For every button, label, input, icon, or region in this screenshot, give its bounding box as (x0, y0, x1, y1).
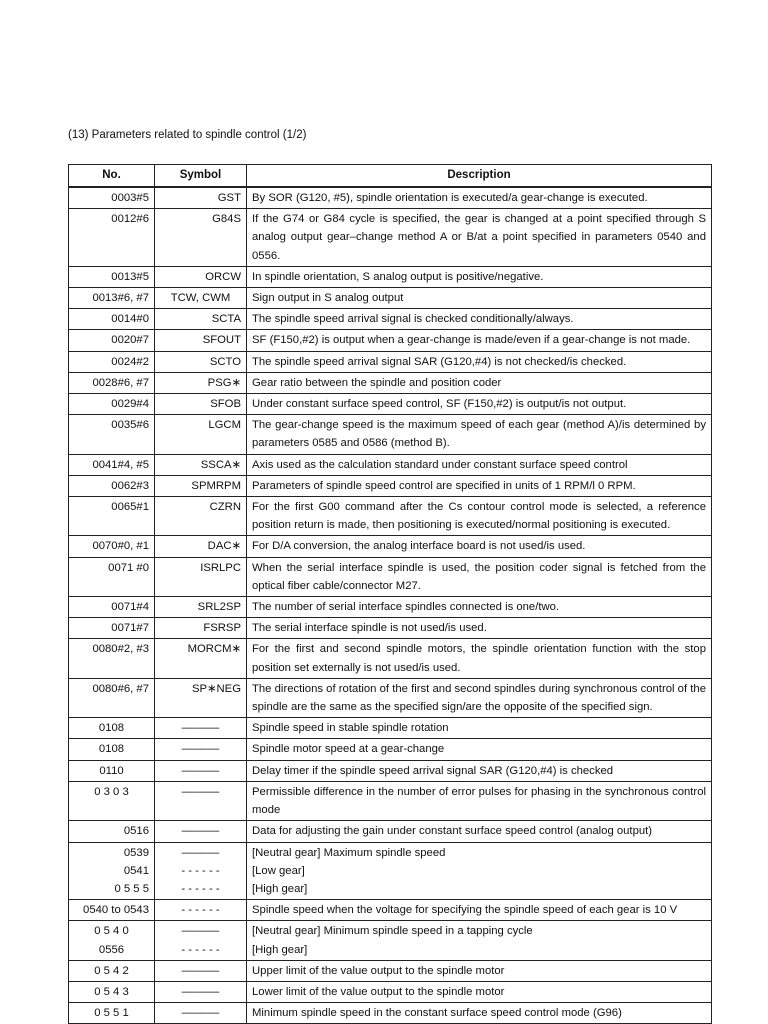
table-row (69, 921, 712, 960)
parameter-description (247, 781, 712, 820)
parameter-number (69, 900, 155, 921)
table-row (69, 718, 712, 739)
parameter-symbol (155, 454, 247, 475)
parameter-description-text: The gear-change speed is the maximum speed of each gear (method A)/is determined by parameters 0585 and 0586 (method B). (252, 419, 706, 450)
parameter-description (247, 330, 712, 351)
parameter-description-text: Spindle speed when the voltage for specifying the spindle speed of each gear is 10 V (252, 904, 678, 917)
parameter-number-text: 0080#2, #3 (92, 643, 149, 656)
parameter-symbol-text: TCW, CWM (170, 292, 231, 305)
table-row (69, 1003, 712, 1024)
parameter-number-text: 0029#4 (111, 398, 149, 411)
parameter-description-text: For the first and second spindle motors, the spindle orientation function with the stop position set externally is not used/is used. (252, 643, 706, 674)
parameter-number (69, 718, 155, 739)
parameter-description-text: Data for adjusting the gain under constant surface speed control (analog output) (252, 825, 653, 838)
table-row (69, 394, 712, 415)
table-row (69, 309, 712, 330)
parameter-symbol (155, 288, 247, 309)
parameter-number-text: 0 5 4 0 (94, 925, 129, 938)
parameter-symbol-text: DAC∗ (207, 540, 241, 553)
parameter-symbol (155, 781, 247, 820)
parameter-description (247, 351, 712, 372)
parameter-number (69, 821, 155, 842)
table-row (69, 760, 712, 781)
parameter-symbol (155, 557, 247, 596)
parameter-symbol-text: –––––– (181, 964, 220, 977)
parameter-symbol-text: SCTO (209, 355, 241, 368)
parameter-description (247, 475, 712, 496)
parameter-symbol-text: –––––– (181, 743, 220, 756)
parameter-number-text: 0020#7 (111, 334, 149, 347)
parameter-description (247, 415, 712, 454)
parameter-number (69, 739, 155, 760)
parameter-symbol (155, 497, 247, 536)
table-row (69, 475, 712, 496)
parameter-number-text: 0062#3 (111, 479, 149, 492)
parameter-description (247, 209, 712, 267)
parameter-number-text: 0 5 5 5 (114, 882, 149, 895)
parameter-number (69, 372, 155, 393)
parameter-number-text: 0071#4 (111, 601, 149, 614)
table-row (69, 781, 712, 820)
parameter-number-text: 0 5 4 3 (94, 985, 129, 998)
parameter-number-text: 0 5 5 1 (94, 1007, 129, 1020)
header-symbol: Symbol (155, 165, 247, 188)
parameter-symbol-text: –––––– (181, 764, 220, 777)
parameter-description (247, 639, 712, 678)
parameter-symbol (155, 209, 247, 267)
parameter-number-text: 0012#6 (111, 213, 149, 226)
parameter-description-text: [High gear] (252, 882, 308, 895)
parameter-description (247, 372, 712, 393)
parameter-symbol-text: –––––– (181, 846, 220, 859)
parameter-symbol-text: - - - - - - (181, 864, 220, 877)
parameter-description-text: Upper limit of the value output to the spindle motor (252, 964, 505, 977)
parameter-symbol-text: SSCA∗ (200, 458, 241, 471)
parameter-description-text: Permissible difference in the number of error pulses for phasing in the synchronous control mode (252, 785, 706, 817)
parameter-number (69, 309, 155, 330)
parameter-symbol (155, 842, 247, 900)
parameter-description-text: The spindle speed arrival signal SAR (G120,#4) is not checked/is checked. (252, 355, 627, 368)
parameter-number (69, 960, 155, 981)
table-row (69, 981, 712, 1002)
parameter-symbol (155, 330, 247, 351)
parameter-description-text: For D/A conversion, the analog interface board is not used/is used. (252, 540, 586, 553)
parameter-number (69, 618, 155, 639)
parameter-number (69, 760, 155, 781)
parameter-symbol-text: –––––– (181, 722, 220, 735)
parameter-symbol (155, 981, 247, 1002)
parameter-number-text: 0080#6, #7 (92, 682, 149, 695)
section-caption: (13) Parameters related to spindle control (1/2) (68, 129, 307, 141)
parameter-number-text: 0110 (99, 764, 124, 777)
table-row (69, 536, 712, 557)
parameter-description (247, 557, 712, 596)
table-row (69, 330, 712, 351)
parameter-number-text: 0516 (123, 825, 149, 838)
parameter-symbol (155, 718, 247, 739)
table-row (69, 900, 712, 921)
parameter-symbol-text: CZRN (209, 501, 241, 514)
parameter-description (247, 187, 712, 209)
parameter-symbol-text: –––––– (181, 785, 220, 798)
parameter-description-text: [Neutral gear] Maximum spindle speed (252, 846, 446, 859)
parameter-number (69, 781, 155, 820)
parameter-description (247, 739, 712, 760)
parameter-description (247, 678, 712, 717)
table-row (69, 597, 712, 618)
parameter-number-text: 0071 #0 (108, 561, 149, 574)
parameter-symbol-text: LGCM (208, 419, 241, 432)
parameter-number-text: 0108 (98, 743, 125, 756)
parameter-symbol (155, 266, 247, 287)
parameter-number (69, 639, 155, 678)
parameter-number-text: 0013#5 (111, 270, 149, 283)
parameter-number-text: 0071#7 (111, 622, 149, 635)
header-description: Description (247, 165, 712, 188)
parameter-number-text: 0541 (123, 864, 149, 877)
parameter-symbol-text: - - - - - - (181, 904, 220, 917)
parameter-table (68, 164, 712, 1024)
parameter-number (69, 266, 155, 287)
parameter-number (69, 187, 155, 209)
parameter-description (247, 597, 712, 618)
parameter-symbol-text: ORCW (205, 270, 241, 283)
parameter-description (247, 309, 712, 330)
parameter-symbol-text: MORCM∗ (187, 643, 241, 656)
header-no: No. (69, 165, 155, 188)
table-row (69, 960, 712, 981)
parameter-symbol-text: GST (217, 192, 241, 204)
parameter-description (247, 1003, 712, 1024)
parameter-description-text: Parameters of spindle speed control are specified in units of 1 RPM/l 0 RPM. (252, 479, 636, 492)
parameter-description (247, 842, 712, 900)
parameter-symbol (155, 187, 247, 209)
table-row (69, 266, 712, 287)
parameter-description (247, 981, 712, 1002)
parameter-description (247, 618, 712, 639)
parameter-description-text: The serial interface spindle is not used/is used. (252, 622, 487, 635)
parameter-symbol (155, 678, 247, 717)
parameter-description-text: In spindle orientation, S analog output is positive/negative. (252, 270, 544, 283)
parameter-symbol (155, 309, 247, 330)
parameter-symbol-text: SP∗NEG (191, 682, 241, 695)
table-row (69, 678, 712, 717)
parameter-symbol (155, 760, 247, 781)
parameter-symbol (155, 1003, 247, 1024)
parameter-symbol-text: ISRLPC (200, 561, 241, 574)
parameter-symbol (155, 960, 247, 981)
parameter-description (247, 288, 712, 309)
parameter-number (69, 288, 155, 309)
parameter-symbol (155, 618, 247, 639)
parameter-symbol-text: SPMRPM (191, 479, 241, 492)
parameter-symbol (155, 639, 247, 678)
parameter-description-text: If the G74 or G84 cycle is specified, the gear is changed at a point specified through S analog output gear–change method A or B/at a point specified in parameters 0540 and 0556. (252, 213, 706, 262)
parameter-number-text: 0 5 4 2 (94, 964, 129, 977)
parameter-symbol-text: –––––– (181, 825, 220, 838)
parameter-number-text: 0070#0, #1 (92, 540, 149, 553)
parameter-description-text: Sign output in S analog output (252, 292, 404, 305)
table-row (69, 454, 712, 475)
parameter-description (247, 960, 712, 981)
parameter-symbol (155, 475, 247, 496)
parameter-description (247, 454, 712, 475)
table-row (69, 288, 712, 309)
parameter-description-text: Under constant surface speed control, SF (F150,#2) is output/is not output. (252, 398, 627, 411)
parameter-description-text: [Low gear] (252, 864, 305, 877)
parameter-description-text: Lower limit of the value output to the spindle motor (252, 985, 505, 998)
parameter-description-text: Axis used as the calculation standard under constant surface speed control (252, 458, 628, 471)
parameter-symbol-text: PSG∗ (207, 376, 241, 389)
parameter-number (69, 536, 155, 557)
parameter-number (69, 1003, 155, 1024)
parameter-symbol-text: - - - - - - (181, 882, 220, 895)
table-row (69, 842, 712, 900)
parameter-description (247, 921, 712, 960)
table-row (69, 821, 712, 842)
parameter-symbol (155, 921, 247, 960)
parameter-symbol-text: SFOB (210, 398, 241, 411)
parameter-number (69, 415, 155, 454)
parameter-symbol-text: SRL2SP (197, 601, 241, 614)
parameter-number (69, 454, 155, 475)
parameter-number-text: 0014#0 (111, 313, 149, 326)
table-row (69, 618, 712, 639)
parameter-symbol (155, 415, 247, 454)
table-row (69, 739, 712, 760)
parameter-number (69, 557, 155, 596)
table-row (69, 639, 712, 678)
parameter-description-text: The spindle speed arrival signal is checked conditionally/always. (252, 313, 574, 326)
parameter-description-text: Delay timer if the spindle speed arrival signal SAR (G120,#4) is checked (252, 764, 614, 777)
parameter-symbol-text: –––––– (181, 985, 220, 998)
parameter-symbol-text: - - - - - - (181, 943, 220, 956)
parameter-number-text: 0065#1 (111, 501, 149, 514)
parameter-description-text: Spindle speed in stable spindle rotation (252, 722, 449, 735)
parameter-symbol (155, 900, 247, 921)
parameter-number (69, 981, 155, 1002)
parameter-number (69, 921, 155, 960)
parameter-number (69, 842, 155, 900)
parameter-number-text: 0108 (98, 722, 125, 735)
parameter-description-text: The directions of rotation of the first and second spindles during synchronous control of the spindle are the same as the specified sign/are the opposite of the specified sign. (252, 682, 706, 714)
parameter-symbol-text: SFOUT (202, 334, 241, 347)
table-body (69, 187, 712, 1024)
parameter-number-text: 0556 (98, 943, 125, 956)
parameter-number-text: 0035#6 (111, 419, 149, 432)
parameter-description (247, 718, 712, 739)
parameter-number (69, 475, 155, 496)
parameter-description-text: Minimum spindle speed in the constant surface speed control mode (G96) (252, 1007, 622, 1020)
table-header-row (69, 165, 712, 188)
parameter-symbol (155, 351, 247, 372)
table-row (69, 187, 712, 209)
parameter-symbol (155, 821, 247, 842)
parameter-description (247, 760, 712, 781)
parameter-symbol (155, 394, 247, 415)
parameter-symbol (155, 739, 247, 760)
parameter-symbol (155, 536, 247, 557)
parameter-description (247, 821, 712, 842)
parameter-number-text: 0539 (123, 846, 149, 859)
parameter-description-text: SF (F150,#2) is output when a gear-change is made/even if a gear-change is not made. (252, 334, 691, 347)
parameter-symbol (155, 372, 247, 393)
parameter-symbol-text: –––––– (181, 925, 220, 938)
parameter-number-text: 0024#2 (111, 355, 149, 368)
parameter-description-text: When the serial interface spindle is used, the position coder signal is fetched from the optical fiber cable/connector M27. (252, 561, 706, 592)
parameter-description (247, 497, 712, 536)
parameter-number (69, 597, 155, 618)
parameter-number (69, 497, 155, 536)
parameter-description-text: Gear ratio between the spindle and position coder (252, 376, 502, 389)
parameter-number-text: 0028#6, #7 (92, 376, 149, 389)
parameter-number (69, 678, 155, 717)
parameter-description-text: The number of serial interface spindles connected is one/two. (252, 601, 560, 614)
parameter-number (69, 351, 155, 372)
table-row (69, 351, 712, 372)
parameter-number (69, 330, 155, 351)
parameter-description-text: [Neutral gear] Minimum spindle speed in a tapping cycle (252, 925, 533, 938)
table-row (69, 372, 712, 393)
parameter-number-text: 0540 to 0543 (83, 904, 149, 917)
parameter-description (247, 394, 712, 415)
parameter-number-text: 0003#5 (111, 192, 149, 204)
table-row (69, 209, 712, 267)
parameter-description (247, 536, 712, 557)
parameter-description (247, 266, 712, 287)
parameter-symbol-text: –––––– (181, 1007, 220, 1020)
parameter-number-text: 0041#4, #5 (92, 458, 149, 471)
parameter-description-text: By SOR (G120, #5), spindle orientation is executed/a gear-change is executed. (252, 192, 648, 204)
table-row (69, 415, 712, 454)
parameter-number (69, 394, 155, 415)
parameter-description-text: [High gear] (252, 943, 308, 956)
parameter-number-text: 0013#6, #7 (92, 292, 149, 305)
table-row (69, 497, 712, 536)
parameter-symbol-text: G84S (212, 213, 241, 226)
parameter-number-text: 0 3 0 3 (94, 785, 129, 798)
table-row (69, 557, 712, 596)
parameter-number (69, 209, 155, 267)
parameter-symbol (155, 597, 247, 618)
parameter-symbol-text: SCTA (211, 313, 241, 326)
parameter-description (247, 900, 712, 921)
parameter-description-text: For the first G00 command after the Cs contour control mode is selected, a reference position return is made, then positioning is executed/normal positioning is executed. (252, 501, 706, 532)
parameter-symbol-text: FSRSP (203, 622, 241, 635)
parameter-description-text: Spindle motor speed at a gear-change (252, 743, 445, 756)
